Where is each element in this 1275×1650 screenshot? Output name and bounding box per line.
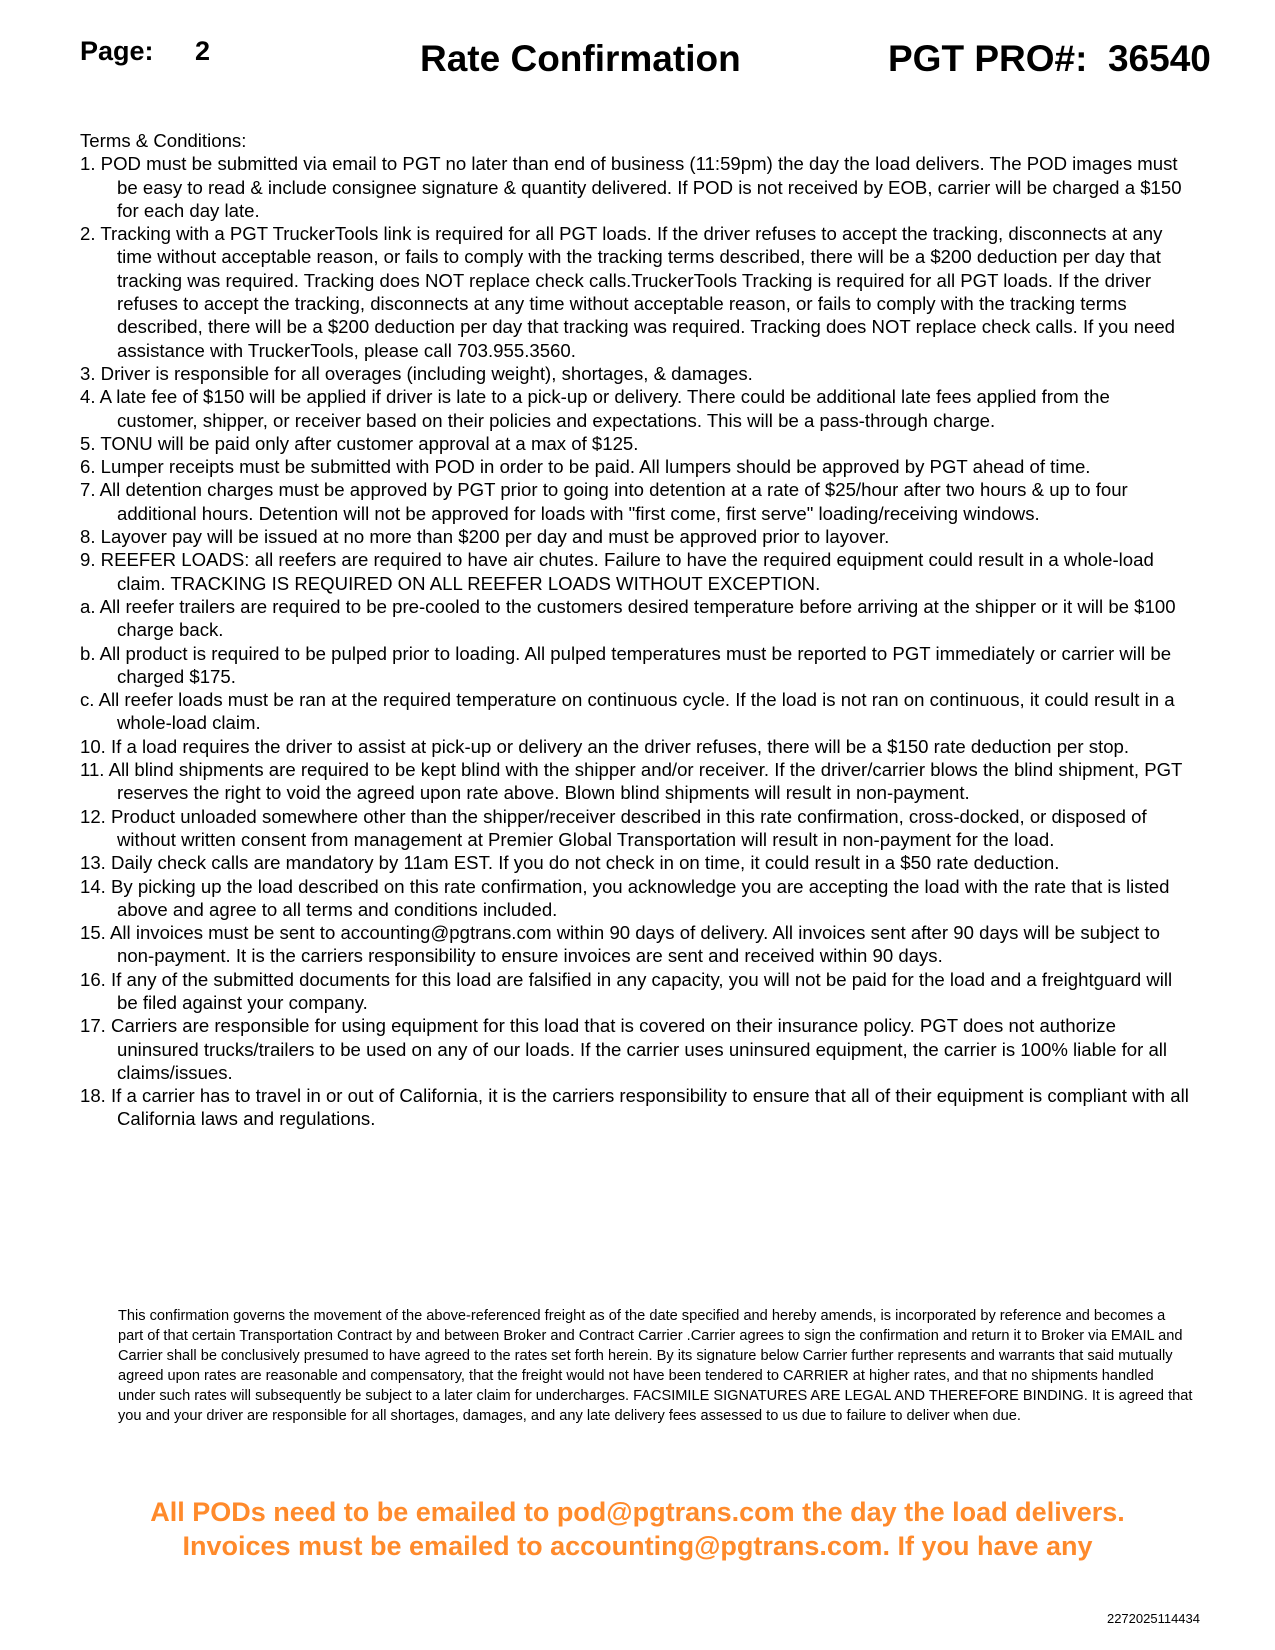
term-item: c. All reefer loads must be ran at the required temperature on continuous cycle. If the load is not ran on continuous, it could result in a whole-load claim.: [80, 689, 1175, 734]
confirmation-paragraph: This confirmation governs the movement of the above-referenced freight as of the date specified and hereby amends, is incorporated by reference and becomes a part of that certain Transportation Contract by and between Broker and Contract Carrier .Carrier agrees to sign the confirmation and return it to Broker via EMAIL and Carrier shall be conclusively presumed to have agreed to the rates set forth herein. By its signature below Carrier further represents and warrants that said mutually agreed upon rates are reasonable and compensatory, that the freight would not have been tendered to CARRIER at higher rates, and that no shipments handled under such rates will subsequently be subject to a later claim for undercharges. FACSIMILE SIGNATURES ARE LEGAL AND THEREFORE BINDING. It is agreed that you and your driver are responsible for all shortages, damages, and any late delivery fees assessed to us due to failure to deliver when due.: [118, 1308, 1193, 1425]
term-item: 5. TONU will be paid only after customer approval at a max of $125.: [80, 432, 639, 454]
term-item: 6. Lumper receipts must be submitted with POD in order to be paid. All lumpers should be approved by PGT ahead of time.: [80, 456, 1091, 478]
document-title: Rate Confirmation: [420, 38, 741, 79]
term-item: 18. If a carrier has to travel in or out of California, it is the carriers responsibility to ensure that all of their equipment is compliant with all California laws and regulations.: [80, 1085, 1189, 1130]
terms-heading: Terms & Conditions:: [80, 130, 247, 151]
pro-label: PGT PRO#:: [888, 38, 1088, 79]
term-item: 12. Product unloaded somewhere other than the shipper/receiver described in this rate confirmation, cross-docked, or disposed of without written consent from management at Premier Global Transportation will result in non-payment for the load.: [80, 805, 1147, 850]
pro-value: 36540: [1107, 38, 1211, 79]
term-item: a. All reefer trailers are required to be pre-cooled to the customers desired temperature before arriving at the shipper or it will be $100 charge back.: [80, 595, 1176, 641]
term-item: 3. Driver is responsible for all overages (including weight), shortages, & damages.: [80, 362, 753, 384]
page-number: 2: [195, 36, 211, 66]
invoice-notice: Invoices must be emailed to accounting@pgtrans.com. If you have any: [182, 1531, 1093, 1561]
term-item: b. All product is required to be pulped prior to loading. All pulped temperatures must be reported to PGT immediately or carrier will be charged $175.: [80, 642, 1172, 687]
term-item: 16. If any of the submitted documents for this load are falsified in any capacity, you will not be paid for the load and a freightguard will be filed against your company.: [80, 968, 1173, 1013]
term-item: 9. REEFER LOADS: all reefers are required to have air chutes. Failure to have the required equipment could result in a whole-load claim. TRACKING IS REQUIRED ON ALL REEFER LOADS WITHOUT EXCEPTION.: [80, 549, 1154, 594]
term-item: 1. POD must be submitted via email to PGT no later than end of business (11:59pm) the day the load delivers. The POD images must be easy to read & include consignee signature & quantity delivered. If POD is not received by EOB, carrier will be charged a $150 for each day late.: [80, 153, 1182, 221]
term-item: 17. Carriers are responsible for using equipment for this load that is covered on their insurance policy. PGT does not authorize uninsured trucks/trailers to be used on any of our loads. If the carrier uses uninsured equipment, the carrier is 100% liable for all claims/issues.: [80, 1015, 1168, 1083]
term-item: 14. By picking up the load described on this rate confirmation, you acknowledge you are accepting the load with the rate that is listed above and agree to all terms and conditions included.: [80, 875, 1170, 920]
page-label: Page:: [80, 36, 154, 66]
term-item: 7. All detention charges must be approved by PGT prior to going into detention at a rate of $25/hour after two hours & up to four additional hours. Detention will not be approved for loads with "first come, first serve" loading/receiving windows.: [80, 479, 1128, 524]
pro-number: [888, 38, 1211, 80]
term-item: 10. If a load requires the driver to assist at pick-up or delivery an the driver refuses, there will be a $150 rate deduction per stop.: [80, 735, 1130, 757]
term-item: 2. Tracking with a PGT TruckerTools link is required for all PGT loads. If the driver refuses to accept the tracking, disconnects at any time without acceptable reason, or fails to comply with the tracking terms described, there will be a $200 deduction per day that tracking was required. Tracking does NOT replace check calls.TruckerTools Tracking is required for all PGT loads. If the driver refuses to accept the tracking, disconnects at any time without acceptable reason, or fails to comply with the tracking terms described, there will be a $200 deduction per day that tracking was required. Tracking does NOT replace check calls. If you need assistance with TruckerTools, please call 703.955.3560.: [80, 223, 1176, 361]
term-item: 15. All invoices must be sent to accounting@pgtrans.com within 90 days of delivery. All invoices sent after 90 days will be subject to non-payment. It is the carriers responsibility to ensure invoices are sent and received within 90 days.: [80, 922, 1160, 967]
document-id: 2272025114434: [1106, 1611, 1200, 1626]
terms-section: [80, 129, 1190, 1131]
term-item: 13. Daily check calls are mandatory by 11am EST. If you do not check in on time, it could result in a $50 rate deduction.: [80, 852, 1060, 874]
term-item: 4. A late fee of $150 will be applied if driver is late to a pick-up or delivery. There could be additional late fees applied from the customer, shipper, or receiver based on their policies and expectations. This will be a pass-through charge.: [80, 386, 1110, 431]
term-item: 8. Layover pay will be issued at no more than $200 per day and must be approved prior to layover.: [80, 526, 890, 548]
pod-notice: All PODs need to be emailed to pod@pgtrans.com the day the load delivers.: [150, 1497, 1125, 1527]
term-item: 11. All blind shipments are required to be kept blind with the shipper and/or receiver. If the driver/carrier blows the blind shipment, PGT reserves the right to void the agreed upon rate above. Blown blind shipments will result in non-payment.: [80, 759, 1183, 804]
